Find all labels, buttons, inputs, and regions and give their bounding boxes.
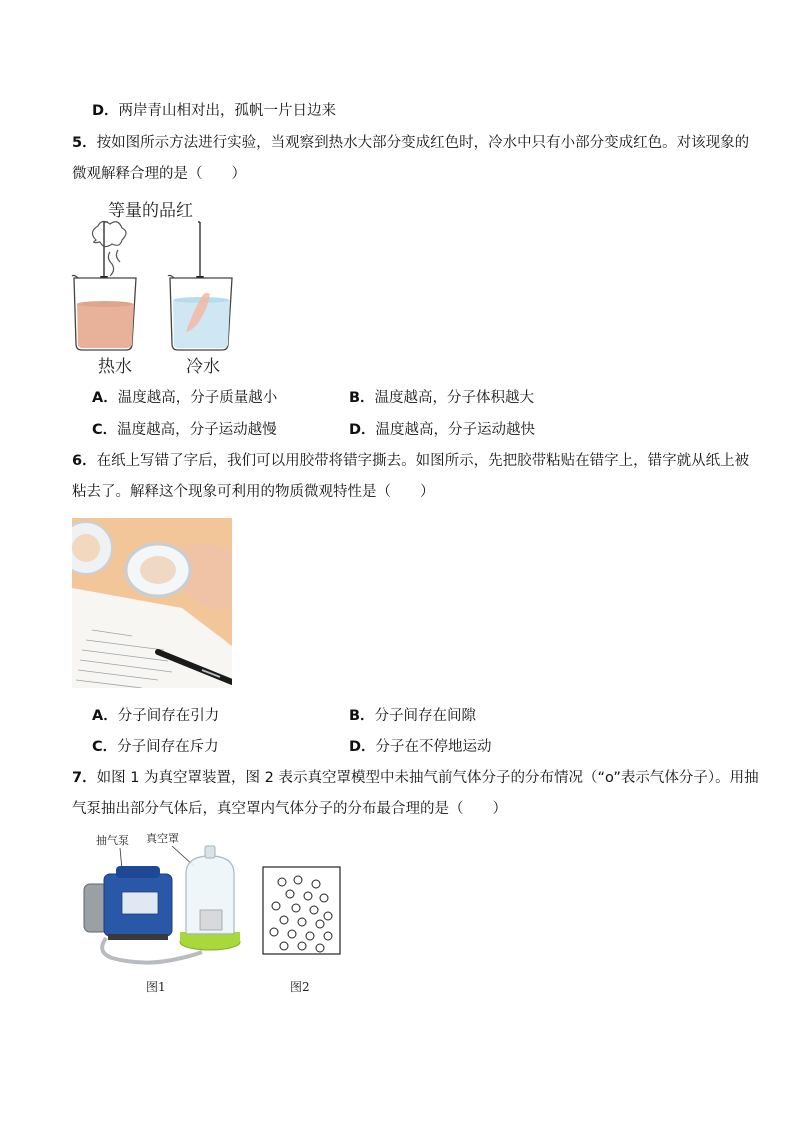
option-letter: D． (349, 422, 376, 438)
option-letter: D． (92, 103, 119, 119)
option-letter: C． (92, 422, 118, 438)
hot-water (77, 304, 134, 348)
question-number: 5． (72, 135, 97, 151)
vacuum-pump-icon (84, 866, 172, 940)
option-letter: A． (92, 390, 118, 406)
q7-stem-line1 (72, 768, 759, 788)
option-text: 分子间存在间隙 (374, 708, 477, 724)
option-text: 分子间存在斥力 (117, 739, 219, 755)
q6-option-b (349, 706, 476, 726)
q6-option-d (349, 737, 492, 757)
hot-water-beaker (72, 275, 136, 350)
figure1-caption: 图1 (146, 980, 166, 994)
option-letter: B． (349, 708, 375, 724)
q5-option-a (92, 388, 277, 408)
hot-water-label: 热水 (98, 357, 132, 377)
q5-beaker-figure (68, 192, 258, 380)
cold-water-beaker (168, 275, 232, 350)
q6-stem-line2: 粘去了。解释这个现象可利用的物质微观特性是（ ） (72, 484, 435, 500)
stem-text: 如图 1 为真空罩装置，图 2 表示真空罩模型中未抽气前气体分子的分布情况（“o”表示气体分子）。用抽 (96, 770, 759, 786)
bell-jar-label: 真空罩 (146, 832, 179, 845)
stem-text: 在纸上写错了字后，我们可以用胶带将错字撕去。如图所示，先把胶带粘贴在错字上，错字就从纸上被 (96, 453, 750, 469)
q7-stem-line2: 气泵抽出部分气体后，真空罩内气体分子的分布最合理的是（ ） (72, 801, 507, 817)
pump-label: 抽气泵 (96, 834, 129, 847)
option-letter: C． (92, 739, 118, 755)
q5-stem-line2: 微观解释合理的是（ ） (72, 166, 246, 182)
option-text: 两岸青山相对出，孤帆一片日边来 (118, 103, 337, 119)
question-number: 7． (72, 770, 97, 786)
q6-stem-line1 (72, 451, 749, 471)
q5-option-b (349, 388, 534, 408)
option-letter: B． (349, 390, 375, 406)
q5-option-c (92, 420, 277, 440)
dispense-arrows (104, 222, 200, 284)
cold-water-label: 冷水 (186, 357, 220, 377)
option-text: 分子在不停地运动 (375, 739, 492, 755)
left-arrow-line (104, 222, 108, 284)
option-text: 温度越高，分子运动越慢 (117, 422, 277, 438)
q5-stem-line1 (72, 133, 749, 153)
q7-figure2-molecule-distribution (262, 866, 342, 956)
steam-icon (92, 221, 126, 276)
q6-option-c (92, 737, 219, 757)
option-text: 温度越高，分子质量越小 (117, 390, 278, 406)
q7-figure1-vacuum-device (76, 826, 246, 970)
q4-option-d (92, 101, 336, 121)
option-text: 温度越高，分子运动越快 (375, 422, 536, 438)
option-letter: D． (349, 739, 376, 755)
figure2-caption: 图2 (290, 980, 310, 994)
option-text: 温度越高，分子体积越大 (374, 390, 535, 406)
option-letter: A． (92, 708, 118, 724)
option-text: 分子间存在引力 (117, 708, 220, 724)
q6-option-a (92, 706, 219, 726)
q5-option-d (349, 420, 535, 440)
question-number: 6． (72, 453, 97, 469)
figure-top-label: 等量的品红 (108, 201, 193, 221)
q6-tape-photo (72, 518, 232, 688)
stem-text: 按如图所示方法进行实验，当观察到热水大部分变成红色时，冷水中只有小部分变成红色。对该现象的 (96, 135, 750, 151)
